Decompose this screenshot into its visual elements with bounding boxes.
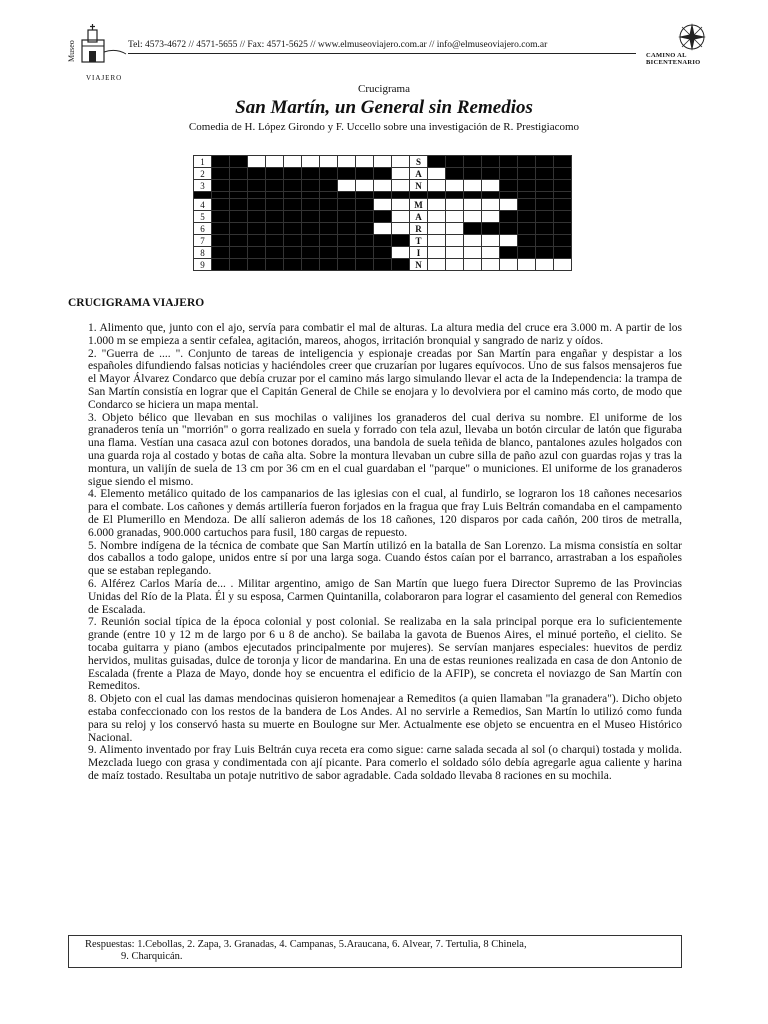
crossword-black-cell [374, 211, 392, 223]
crossword-black-cell [338, 223, 356, 235]
crossword-empty-cell [464, 211, 482, 223]
crossword-black-cell [518, 247, 536, 259]
crossword-row-number: 6 [194, 223, 212, 235]
crossword-empty-cell [392, 199, 410, 211]
crossword-black-cell [374, 235, 392, 247]
crossword-separator-cell [248, 192, 266, 199]
crossword-black-cell [230, 259, 248, 271]
crossword-empty-cell [428, 259, 446, 271]
crossword-black-cell [356, 235, 374, 247]
crossword-empty-cell [482, 180, 500, 192]
crossword-black-cell [500, 211, 518, 223]
crossword-empty-cell [284, 156, 302, 168]
crossword-row-number: 1 [194, 156, 212, 168]
crossword-black-cell [518, 180, 536, 192]
crossword-black-cell [518, 235, 536, 247]
crossword-black-cell [464, 223, 482, 235]
crossword-separator-cell [374, 192, 392, 199]
clue-item: 4. Elemento metálico quitado de los campanarios de las iglesias con el cual, al fundirlo, se lograron los 18 cañones necesarios para el combate. Los cañones y demás artillería fueron forjados en la fragua que fray Luis Beltrán comandaba en el campamento de El Plumerillo en Mendoza. De allí salieron además de los 18 cañones, 120 disparos por cada cañón, 200 tiros de metralla, 6.000 granadas, 900.000 cartuchos para fusil, 180 cargas de repuesto. [88, 488, 682, 539]
crossword-empty-cell [428, 247, 446, 259]
crossword-empty-cell [320, 156, 338, 168]
crossword-black-cell [446, 168, 464, 180]
crossword-empty-cell [446, 235, 464, 247]
crossword-black-cell [248, 247, 266, 259]
page-title: San Martín, un General sin Remedios [235, 97, 533, 118]
crossword-key-letter: N [410, 259, 428, 271]
crossword-black-cell [554, 247, 572, 259]
crossword-black-cell [554, 235, 572, 247]
crossword-black-cell [302, 180, 320, 192]
crossword-black-cell [302, 223, 320, 235]
crossword-black-cell [536, 247, 554, 259]
crossword-black-cell [230, 247, 248, 259]
crossword-empty-cell [500, 199, 518, 211]
crossword-black-cell [536, 199, 554, 211]
crossword-black-cell [536, 211, 554, 223]
crossword-empty-cell [428, 180, 446, 192]
crossword-separator-row [194, 192, 572, 199]
crossword-black-cell [518, 168, 536, 180]
crossword-black-cell [248, 211, 266, 223]
crossword-black-cell [212, 156, 230, 168]
crossword-row-number: 3 [194, 180, 212, 192]
crossword-row-number: 4 [194, 199, 212, 211]
crossword-black-cell [392, 259, 410, 271]
crossword-black-cell [302, 168, 320, 180]
crossword-black-cell [230, 199, 248, 211]
crossword-black-cell [374, 168, 392, 180]
crossword-black-cell [464, 156, 482, 168]
crossword-empty-cell [482, 259, 500, 271]
crossword-black-cell [518, 223, 536, 235]
crossword-black-cell [284, 211, 302, 223]
crossword-empty-cell [446, 223, 464, 235]
crossword-black-cell [356, 211, 374, 223]
crossword-black-cell [482, 156, 500, 168]
crossword-black-cell [428, 156, 446, 168]
crossword-black-cell [266, 211, 284, 223]
crossword-black-cell [266, 235, 284, 247]
logo-viajero-text: VIAJERO [86, 74, 123, 82]
crossword-black-cell [284, 223, 302, 235]
crossword-black-cell [284, 180, 302, 192]
answers-box [68, 935, 682, 968]
crossword-black-cell [392, 235, 410, 247]
crossword-separator-cell [212, 192, 230, 199]
crossword-key-letter: I [410, 247, 428, 259]
logo-camino-text: CAMINO AL [646, 52, 687, 59]
crossword-empty-cell [428, 235, 446, 247]
crossword-key-letter: A [410, 168, 428, 180]
crossword-black-cell [266, 199, 284, 211]
crossword-black-cell [356, 199, 374, 211]
crossword-empty-cell [446, 199, 464, 211]
clue-item: 7. Reunión social típica de la época colonial y post colonial. Se realizaba en la sala principal porque era lo suficientemente grande (entre 10 y 12 m de largo por 6 u 8 de ancho). Se bailaba la gavota de Buenos Aires, el minué porteño, el cielito. Se tocaba guitarra y piano (ambos ejecutados principalmente por mujeres). Se servían manjares especiales: huevitos de perdiz hervidos, mulitas guisadas, dulce de toronja y licor de mandarina. En una de estas reuniones realizada en casa de don Antonio de Escalada (frente a Plaza de Mayo, donde hoy se encuentra el edificio de la AFIP), se concreta el noviazgo de San Martín con Remeditos. [88, 616, 682, 693]
crossword-separator-cell [302, 192, 320, 199]
crossword-empty-cell [248, 156, 266, 168]
crossword-black-cell [212, 211, 230, 223]
crossword-row-number: 5 [194, 211, 212, 223]
crossword-black-cell [266, 180, 284, 192]
clue-item: 3. Objeto bélico que llevaban en sus mochilas o valijines los granaderos del cual deriva su nombre. El uniforme de los granaderos tenía un "morrión" o gorra realizado en suela y forrado con tela azul, llevaba un botón circular de latón que figuraba una flama. Vestían una casaca azul con botones dorados, una bandola de suela teñida de blanco, pantalones azules holgados con una guarda roja al costado y botas de caña alta. Sobre la montura llevaban un cubre silla de paño azul con guardas rojas y tras la montura, un valijín de suela de 13 cm por 36 cm en el cual guardaban el "parque" o municiones. El uniforme de los granaderos sigue siendo el mismo. [88, 411, 682, 488]
crossword-key-letter: M [410, 199, 428, 211]
crossword-black-cell [500, 180, 518, 192]
crossword-black-cell [212, 259, 230, 271]
crossword-black-cell [554, 168, 572, 180]
crossword-black-cell [482, 168, 500, 180]
crossword-black-cell [284, 247, 302, 259]
crossword-black-cell [518, 156, 536, 168]
page-subtitle: Comedia de H. López Girondo y F. Uccello sobre una investigación de R. Prestigiacomo [188, 121, 580, 133]
crossword-black-cell [482, 223, 500, 235]
crossword-empty-cell [392, 156, 410, 168]
crossword-black-cell [230, 156, 248, 168]
crossword-separator-cell [410, 192, 428, 199]
museo-viajero-logo [67, 22, 132, 82]
crossword-empty-cell [536, 259, 554, 271]
logo-bicentenario-text: BICENTENARIO [646, 59, 701, 66]
crossword-black-cell [248, 180, 266, 192]
crossword-black-cell [266, 223, 284, 235]
crossword-empty-cell [446, 180, 464, 192]
crossword-black-cell [374, 247, 392, 259]
crossword-empty-cell [338, 156, 356, 168]
crossword-black-cell [356, 247, 374, 259]
crossword-black-cell [536, 223, 554, 235]
crossword-black-cell [212, 223, 230, 235]
crossword-empty-cell [428, 211, 446, 223]
crossword-black-cell [302, 247, 320, 259]
crossword-black-cell [266, 259, 284, 271]
crossword-empty-cell [392, 211, 410, 223]
crossword-separator-cell [536, 192, 554, 199]
clue-item: 1. Alimento que, junto con el ajo, servía para combatir el mal de alturas. La altura media del cruce era 3.000 m. A partir de los 1.000 m se empieza a sentir cefalea, agitación, mareos, ahogos, irritación bronquial y sangrado de nariz y oídos. [88, 322, 682, 347]
crossword-empty-cell [428, 168, 446, 180]
crossword-black-cell [338, 259, 356, 271]
crossword-black-cell [536, 235, 554, 247]
crossword-black-cell [500, 168, 518, 180]
crossword-black-cell [500, 223, 518, 235]
crossword-empty-cell [392, 180, 410, 192]
crossword-black-cell [212, 168, 230, 180]
crossword-empty-cell [554, 259, 572, 271]
crossword-row [194, 180, 572, 192]
crossword-empty-cell [464, 247, 482, 259]
crossword-row-number: 8 [194, 247, 212, 259]
clue-item: 9. Alimento inventado por fray Luis Beltrán cuya receta era como sigue: carne salada secada al sol (o charqui) tostada y molida. Mezclada luego con grasa y condimentada con ají picante. Para comerlo el soldado sólo debía agregarle agua caliente y harina de maíz tostado. Resultaba un potaje nutritivo de sabor agradable. Cada soldado llevaba 8 raciones en su mochila. [88, 744, 682, 782]
crossword-black-cell [320, 180, 338, 192]
crossword-black-cell [374, 259, 392, 271]
crossword-black-cell [248, 168, 266, 180]
section-title: CRUCIGRAMA VIAJERO [68, 297, 205, 309]
crossword-row-number: 9 [194, 259, 212, 271]
crossword-black-cell [554, 223, 572, 235]
crossword-row [194, 223, 572, 235]
crossword-empty-cell [464, 199, 482, 211]
crossword-black-cell [338, 168, 356, 180]
crossword-empty-cell [392, 168, 410, 180]
crossword-black-cell [302, 211, 320, 223]
crossword-black-cell [230, 235, 248, 247]
crossword-black-cell [320, 199, 338, 211]
crossword-empty-cell [374, 223, 392, 235]
crossword-black-cell [302, 259, 320, 271]
answers-line-2: 9. Charquicán. [121, 951, 183, 962]
crossword-black-cell [338, 199, 356, 211]
crossword-black-cell [230, 180, 248, 192]
crossword-empty-cell [482, 211, 500, 223]
contact-line: Tel: 4573-4672 // 4571-5655 // Fax: 4571-5625 // www.elmuseoviajero.com.ar // info@elmuseoviajero.com.ar [128, 40, 548, 50]
crossword-row-number: 7 [194, 235, 212, 247]
crossword-key-letter: N [410, 180, 428, 192]
crossword-key-letter: R [410, 223, 428, 235]
crossword-black-cell [536, 168, 554, 180]
crossword-empty-cell [482, 247, 500, 259]
clue-list [88, 322, 682, 783]
crossword-separator-cell [518, 192, 536, 199]
clue-item: 5. Nombre indígena de la técnica de combate que San Martín utilizó en la batalla de San Lorenzo. La misma consistía en soltar dos caballos a todo galope, unidos entre sí por una larga soga. Cuando éstos caían por el barranco, arrastraban a los españoles que se estaban replegando. [88, 539, 682, 578]
crossword-empty-cell [374, 180, 392, 192]
crossword-empty-cell [302, 156, 320, 168]
crossword-black-cell [302, 199, 320, 211]
crossword-empty-cell [392, 223, 410, 235]
crossword-black-cell [320, 259, 338, 271]
crossword-row-number: 2 [194, 168, 212, 180]
crossword-empty-cell [446, 259, 464, 271]
crossword-separator-cell [446, 192, 464, 199]
crossword-empty-cell [482, 199, 500, 211]
crossword-separator-cell [284, 192, 302, 199]
crossword-empty-cell [356, 180, 374, 192]
crossword-black-cell [320, 211, 338, 223]
crossword-row [194, 259, 572, 271]
crossword-black-cell [320, 168, 338, 180]
crossword-empty-cell [266, 156, 284, 168]
crossword-black-cell [248, 259, 266, 271]
crossword-empty-cell [500, 235, 518, 247]
crossword-black-cell [266, 247, 284, 259]
crossword-black-cell [284, 235, 302, 247]
crossword-empty-cell [464, 235, 482, 247]
crossword-black-cell [248, 199, 266, 211]
crossword-empty-cell [518, 259, 536, 271]
crossword-black-cell [230, 223, 248, 235]
crossword-empty-cell [446, 247, 464, 259]
compass-rose-icon [668, 22, 738, 52]
crossword-separator-cell [554, 192, 572, 199]
crossword-empty-cell [428, 223, 446, 235]
crossword-row-number [194, 192, 212, 199]
crossword-black-cell [554, 156, 572, 168]
crossword-separator-cell [230, 192, 248, 199]
crossword-empty-cell [374, 156, 392, 168]
crossword-black-cell [500, 247, 518, 259]
crossword-black-cell [464, 168, 482, 180]
crossword-row [194, 211, 572, 223]
page-header [0, 0, 768, 82]
crossword-black-cell [554, 180, 572, 192]
crossword-black-cell [338, 235, 356, 247]
crossword-black-cell [554, 199, 572, 211]
crossword-table [193, 155, 572, 271]
crossword-black-cell [284, 199, 302, 211]
crossword-separator-cell [428, 192, 446, 199]
crossword-black-cell [356, 168, 374, 180]
crossword-black-cell [266, 168, 284, 180]
clue-item: 8. Objeto con el cual las damas mendocinas quisieron homenajear a Remeditos (a quien llamaban "la granadera"). Dicho objeto estaba confeccionado con los restos de la bandera de Los Andes. Al no servirle a Remedios, San Martín lo utilizó como funda para su reloj y los conservó hasta su muerte en Boulogne sur Mer. Actualmente ese objeto se encuentra en el Museo Histórico Nacional. [88, 693, 682, 744]
crossword-empty-cell [374, 199, 392, 211]
crossword-separator-cell [266, 192, 284, 199]
header-rule [128, 53, 636, 54]
crossword-key-letter: A [410, 211, 428, 223]
crossword-separator-cell [338, 192, 356, 199]
crossword-row [194, 199, 572, 211]
crossword-black-cell [338, 247, 356, 259]
church-logo-icon [68, 22, 128, 72]
crossword-black-cell [320, 247, 338, 259]
crossword-black-cell [230, 211, 248, 223]
crossword-black-cell [518, 199, 536, 211]
crossword-black-cell [536, 180, 554, 192]
crossword-separator-cell [482, 192, 500, 199]
crossword-row [194, 235, 572, 247]
crossword-black-cell [212, 199, 230, 211]
crossword-empty-cell [500, 259, 518, 271]
clue-item: 2. "Guerra de .... ". Conjunto de tareas de inteligencia y espionaje creadas por San Martín para engañar y despistar a los españoles difundiendo falsas noticias y haciéndoles creer que cruzarían por lugares equívocos. Uno de sus falsos mensajeros fue el Mayor Álvarez Condarco que debía cruzar por el camino más largo simulando llevar el acta de la Independencia: la trampa de San Martín consistía en lograr que el Capitán General de Chile se enojara y lo devolviera por el camino más corto, de modo que Condarco se hiciera un mapa mental. [88, 347, 682, 411]
crossword-empty-cell [482, 235, 500, 247]
crossword-black-cell [212, 235, 230, 247]
crossword-row [194, 168, 572, 180]
crossword-grid [193, 155, 572, 271]
crossword-black-cell [446, 156, 464, 168]
crossword-black-cell [212, 247, 230, 259]
crossword-black-cell [230, 168, 248, 180]
crossword-black-cell [320, 223, 338, 235]
svg-text:Museo: Museo [67, 40, 76, 62]
crossword-separator-cell [356, 192, 374, 199]
crossword-empty-cell [338, 180, 356, 192]
crossword-black-cell [356, 223, 374, 235]
crossword-empty-cell [356, 156, 374, 168]
answers-line-1: Respuestas: 1.Cebollas, 2. Zapa, 3. Granadas, 4. Campanas, 5.Araucana, 6. Alvear, 7. Tertulia, 8 Chinela, [85, 939, 527, 950]
crossword-empty-cell [446, 211, 464, 223]
bicentenario-logo [646, 22, 722, 72]
crossword-separator-cell [320, 192, 338, 199]
crossword-black-cell [554, 211, 572, 223]
crossword-empty-cell [464, 180, 482, 192]
crossword-black-cell [284, 259, 302, 271]
crossword-empty-cell [392, 247, 410, 259]
crossword-empty-cell [428, 199, 446, 211]
crossword-black-cell [212, 180, 230, 192]
crossword-black-cell [356, 259, 374, 271]
crossword-separator-cell [464, 192, 482, 199]
kicker-label: Crucigrama [358, 83, 410, 95]
clue-item: 6. Alférez Carlos María de... . Militar argentino, amigo de San Martín que luego fuera Director Supremo de las Provincias Unidas del Río de la Plata. Él y su esposa, Carmen Quintanilla, colaboraron para lograr el casamiento del general con Remedios de Escalada. [88, 577, 682, 616]
crossword-black-cell [320, 235, 338, 247]
crossword-separator-cell [392, 192, 410, 199]
crossword-black-cell [536, 156, 554, 168]
crossword-black-cell [518, 211, 536, 223]
crossword-black-cell [284, 168, 302, 180]
crossword-black-cell [338, 211, 356, 223]
crossword-black-cell [248, 223, 266, 235]
crossword-black-cell [302, 235, 320, 247]
crossword-black-cell [500, 156, 518, 168]
crossword-separator-cell [500, 192, 518, 199]
crossword-key-letter: T [410, 235, 428, 247]
crossword-key-letter: S [410, 156, 428, 168]
crossword-empty-cell [464, 259, 482, 271]
crossword-row [194, 247, 572, 259]
crossword-black-cell [248, 235, 266, 247]
crossword-row [194, 156, 572, 168]
